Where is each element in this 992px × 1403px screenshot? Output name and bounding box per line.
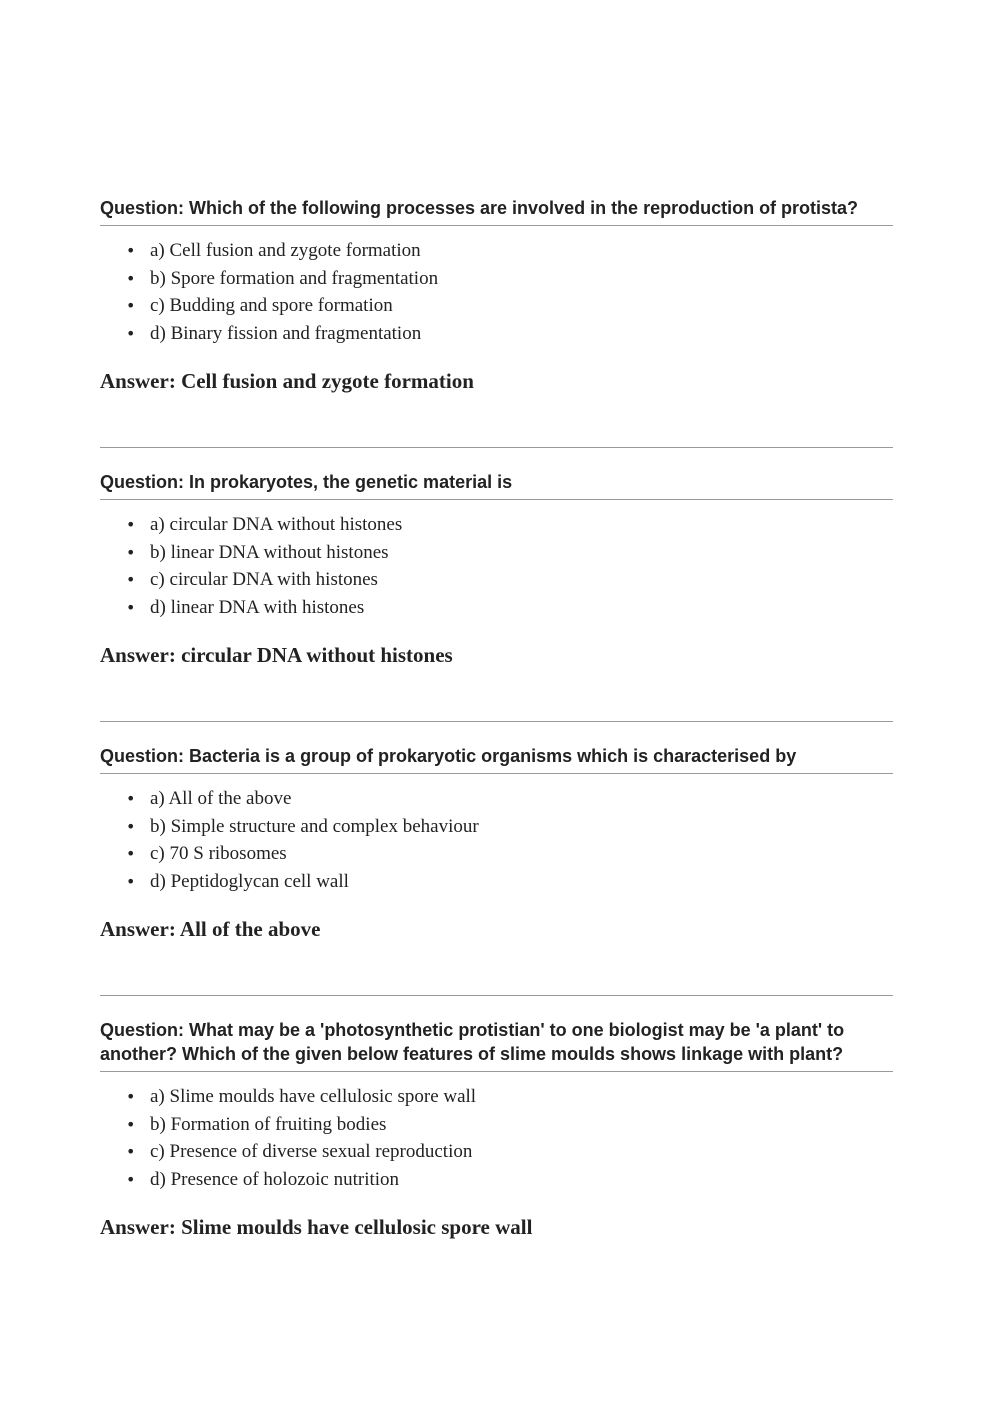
bullet-icon: •	[126, 542, 136, 562]
bullet-icon: •	[126, 323, 136, 343]
option-b	[100, 1111, 893, 1139]
answer-text: Answer: Slime moulds have cellulosic spore wall	[100, 1215, 533, 1239]
option-b	[100, 539, 893, 567]
question-sheet	[100, 196, 893, 1241]
option-d	[100, 868, 893, 896]
bullet-icon: •	[126, 515, 136, 534]
option-a	[100, 237, 893, 265]
bullet-icon: •	[126, 1114, 136, 1134]
options-list	[100, 237, 893, 347]
options-list	[100, 785, 893, 895]
question-text: Question: Bacteria is a group of prokaryotic organisms which is characterised by	[100, 744, 893, 774]
option-c	[100, 566, 893, 594]
option-label: c) Presence of diverse sexual reproduction	[150, 1141, 473, 1162]
option-label: d) linear DNA with histones	[150, 596, 365, 618]
option-label: b) Spore formation and fragmentation	[150, 267, 439, 289]
option-c	[100, 840, 893, 868]
option-label: b) linear DNA without histones	[150, 541, 389, 563]
option-label: d) Binary fission and fragmentation	[150, 322, 422, 344]
option-b	[100, 265, 893, 293]
option-d	[100, 1166, 893, 1194]
option-label: a) Slime moulds have cellulosic spore wall	[150, 1086, 477, 1107]
option-label: c) 70 S ribosomes	[150, 843, 287, 864]
question-block-1	[100, 196, 893, 395]
answer-text: Answer: Cell fusion and zygote formation	[100, 369, 474, 393]
bullet-icon: •	[126, 789, 136, 808]
options-list	[100, 1083, 893, 1193]
question-block-3	[100, 744, 893, 943]
option-label: a) All of the above	[150, 788, 292, 809]
option-label: d) Presence of holozoic nutrition	[150, 1168, 400, 1190]
section-divider	[100, 447, 893, 448]
section-divider	[100, 721, 893, 722]
bullet-icon: •	[126, 1087, 136, 1106]
option-label: a) circular DNA without histones	[150, 514, 403, 535]
bullet-icon: •	[126, 816, 136, 836]
bullet-icon: •	[126, 597, 136, 617]
bullet-icon: •	[126, 1142, 136, 1161]
bullet-icon: •	[126, 1169, 136, 1189]
option-label: c) Budding and spore formation	[150, 295, 393, 316]
answer-text: Answer: All of the above	[100, 917, 321, 941]
bullet-icon: •	[126, 296, 136, 315]
option-c	[100, 292, 893, 320]
bullet-icon: •	[126, 241, 136, 260]
answer-text: Answer: circular DNA without histones	[100, 643, 453, 667]
option-b	[100, 813, 893, 841]
question-text: Question: What may be a 'photosynthetic protistian' to one biologist may be 'a plant' to another? Which of the given below features of slime moulds shows linkage with plant?	[100, 1018, 893, 1072]
question-text: Question: In prokaryotes, the genetic material is	[100, 470, 893, 500]
option-d	[100, 320, 893, 348]
option-d	[100, 594, 893, 622]
question-block-4	[100, 1018, 893, 1241]
option-label: d) Peptidoglycan cell wall	[150, 870, 349, 892]
option-a	[100, 511, 893, 539]
options-list	[100, 511, 893, 621]
bullet-icon: •	[126, 570, 136, 589]
bullet-icon: •	[126, 871, 136, 891]
option-a	[100, 1083, 893, 1111]
option-label: b) Formation of fruiting bodies	[150, 1113, 387, 1135]
option-c	[100, 1138, 893, 1166]
question-block-2	[100, 470, 893, 669]
bullet-icon: •	[126, 268, 136, 288]
bullet-icon: •	[126, 844, 136, 863]
option-label: a) Cell fusion and zygote formation	[150, 240, 421, 261]
option-label: b) Simple structure and complex behaviour	[150, 815, 479, 837]
option-label: c) circular DNA with histones	[150, 569, 378, 590]
section-divider	[100, 995, 893, 996]
option-a	[100, 785, 893, 813]
question-text: Question: Which of the following processes are involved in the reproduction of protista?	[100, 196, 893, 226]
